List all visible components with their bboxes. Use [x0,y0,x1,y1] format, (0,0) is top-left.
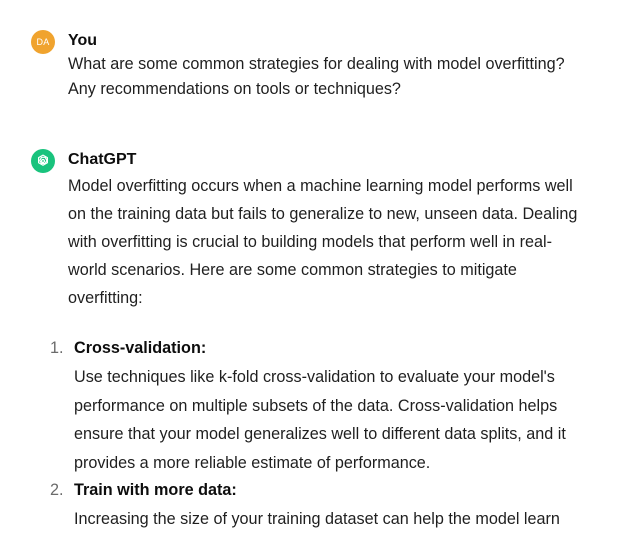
user-avatar [31,30,55,54]
list-item-body [74,363,574,477]
list-item-body [74,505,574,534]
list-item-body-line: performance on multiple subsets of the data. Cross-validation helps [74,396,558,415]
intro-line: on the training data but fails to generalize to new, unseen data. Dealing [68,205,578,223]
list-item-number: 1. [50,339,64,357]
assistant-intro-text [68,172,598,312]
assistant-author-name: ChatGPT [68,151,137,168]
list-item-body-line: ensure that your model generalizes well to different data splits, and it [74,425,566,443]
list-item-body-line: Increasing the size of your training dataset can help the model learn [74,510,560,528]
list-item-title: Train with more data: [74,481,237,499]
openai-logo-icon-svg [35,153,51,169]
openai-logo-icon [31,149,55,173]
list-item-title: Cross-validation: [74,339,207,357]
user-avatar-initials: DA [36,37,50,47]
list-item-body-line: Use techniques like k-fold cross-validation to evaluate your model's [74,368,555,386]
user-message-line: What are some common strategies for dealing with model overfitting? [68,55,565,73]
list-item-number: 2. [50,481,64,499]
list-item [0,334,640,476]
user-author-name: You [68,32,98,49]
intro-line: with overfitting is crucial to building models that perform well in real- [68,233,553,251]
user-message-text [68,52,628,102]
intro-line: world scenarios. Here are some common strategies to mitigate [68,261,517,279]
intro-line: overfitting: [68,289,143,307]
intro-line: Model overfitting occurs when a machine learning model performs well [68,177,573,195]
list-item-body-line: provides a more reliable estimate of performance. [74,453,431,472]
list-item [0,476,640,536]
strategy-list [0,334,640,536]
user-message-line: Any recommendations on tools or techniques? [68,80,401,98]
